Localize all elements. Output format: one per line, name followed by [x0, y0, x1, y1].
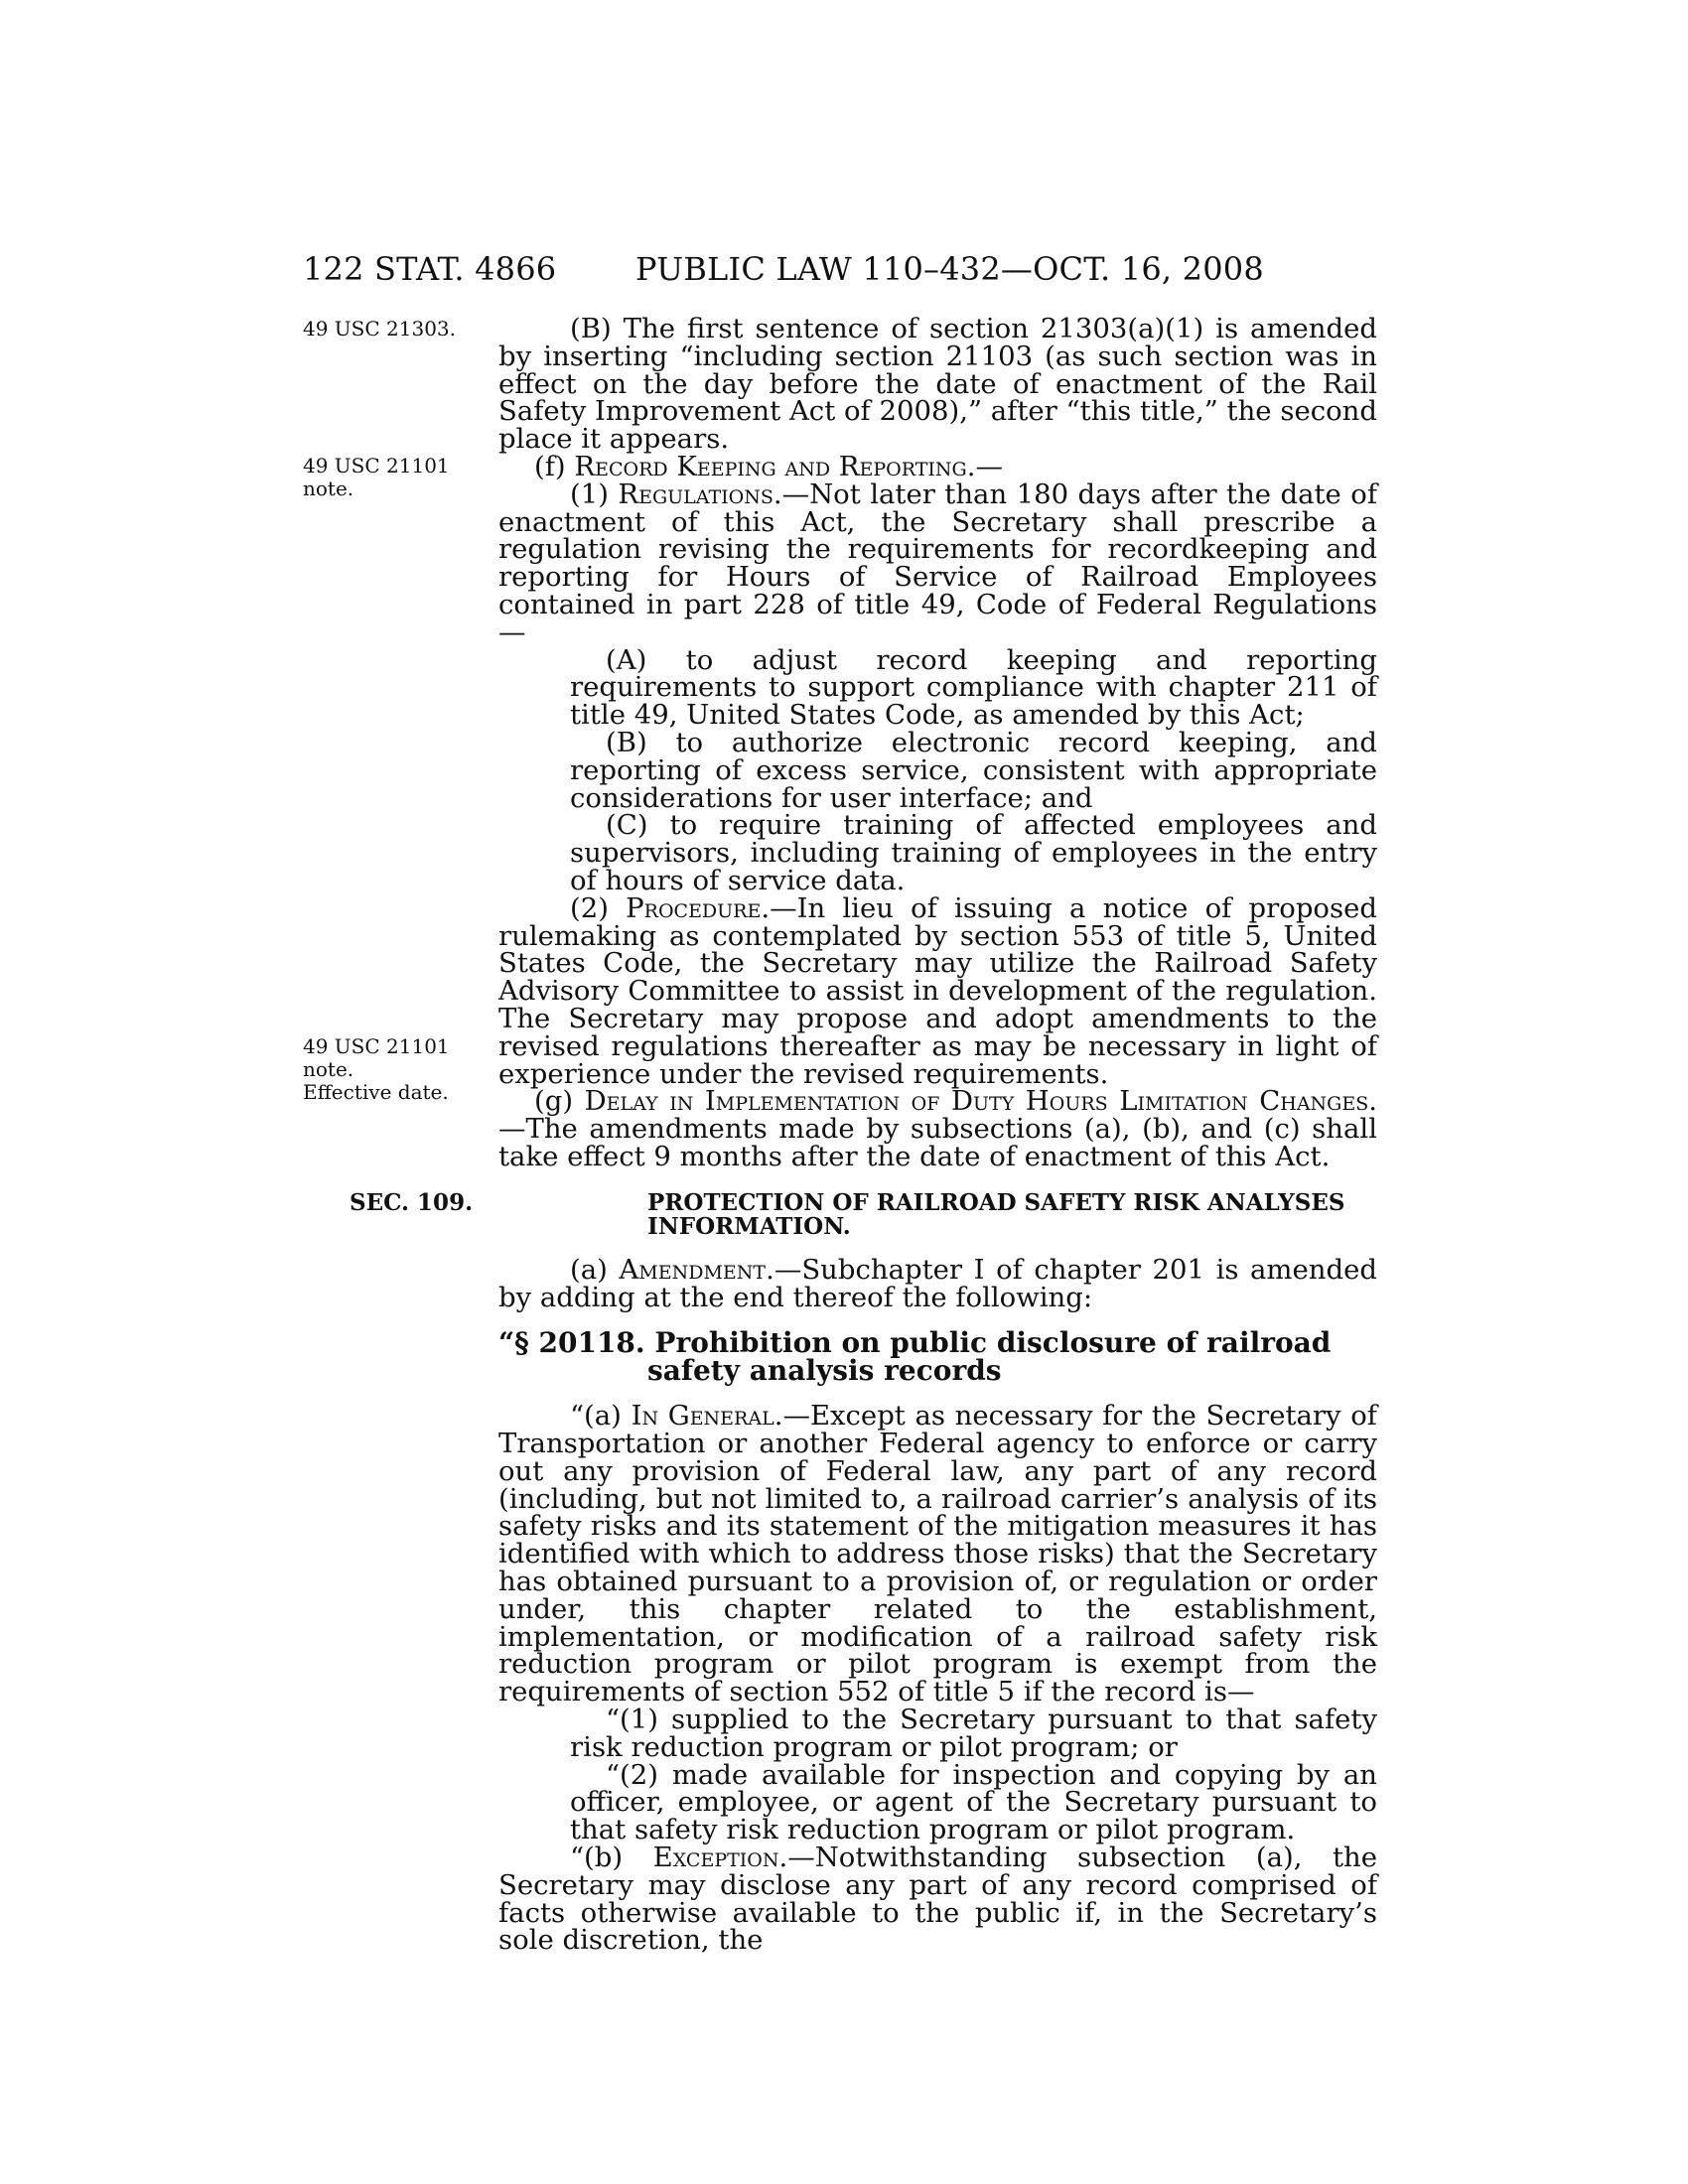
running-header: PUBLIC LAW 110–432—OCT. 16, 2008 — [635, 250, 1264, 288]
subsection-f-heading: (f) Record Keeping and Reporting.— — [534, 450, 1003, 482]
subsection-f-caps: Record Keeping and Reporting — [574, 450, 967, 482]
subsection-g: (g) Delay in Implementation of Duty Hours Limitation Changes.—The amendments made by subsections (a), (b), and (c) shall take effect 9 months after the date of enactment of this Act. — [498, 1085, 1377, 1172]
subsection-g-caps: Delay in Implementation of Duty Hours Limitation Changes — [584, 1085, 1369, 1118]
quoted-paragraph-1: “(1) supplied to the Secretary pursuant to that safety risk reduction program or pilot program; or — [570, 1704, 1377, 1763]
paragraph-f1: (1) Regulations.—Not later than 180 days after the date of enactment of this Act, the Secretary shall prescribe a regulation revising the requirements for recordkeeping and reporting for Hours of Service of Railroad Employees contained in part 228 of title 49, Code of Federal Regulations— — [498, 478, 1377, 648]
subsection-a-amendment: (a) Amendment.—Subchapter I of chapter 201 is amended by adding at the end thereof the following: — [498, 1253, 1377, 1313]
paragraph-f2-caps: Procedure — [626, 891, 762, 924]
quoted-subsection-a-caps: In General — [631, 1400, 774, 1433]
subparagraph-f1-b: (B) to authorize electronic record keeping, and reporting of excess service, consistent with appropriate considerations for user interface; and — [570, 726, 1377, 814]
quoted-paragraph-2: “(2) made available for inspection and copying by an officer, employee, or agent of the Secretary pursuant to that safety risk reduction program or pilot program. — [570, 1758, 1377, 1846]
section-109-heading: SEC. 109. PROTECTION OF RAILROAD SAFETY RISK ANALYSES INFORMATION. — [350, 1188, 1345, 1240]
section-20118-title: “§ 20118. Prohibition on public disclosure of railroad safety analysis records — [498, 1326, 1332, 1388]
quoted-subsection-b: “(b) Exception.—Notwithstanding subsection (a), the Secretary may disclose any part of any record comprised of facts otherwise available to the public if, in the Secretary’s sole discretion, the — [498, 1842, 1377, 1957]
margin-note-citation: 49 USC 21101 note. — [303, 454, 450, 500]
paragraph-b: (B) The first sentence of section 21303(a)(1) is amended by inserting “including section 21103 (as such section was in effect on the day before the date of enactment of the Rail Safety Improvement Act of 2008),” after “this title,” the second place it appears. — [498, 313, 1377, 456]
quoted-subsection-a: “(a) In General.—Except as necessary for the Secretary of Transportation or another Federal agency to enforce or carry out any provision of Federal law, any part of any record (including, but not limited to, a railroad carrier’s analysis of its safety risks and its statement of the mitigation measures it has identified with which to address those risks) that the Secretary has obtained pursuant to a provision of, or regulation or order under, this chapter related to the establishment, implementation, or modification of a railroad safety risk reduction program or pilot program is exempt from the requirements of section 552 of title 5 if the record is— — [498, 1400, 1377, 1708]
subparagraph-f1-c: (C) to require training of affected employees and supervisors, including training of employees in the entry of hours of service data. — [570, 809, 1377, 896]
paragraph-f1-caps: Regulations — [618, 478, 774, 510]
subsection-a-caps: Amendment — [619, 1253, 767, 1286]
quoted-subsection-b-caps: Exception — [652, 1842, 779, 1874]
subparagraph-f1-a: (A) to adjust record keeping and reporting requirements to support compliance with chapter 211 of title 49, United States Code, as amended by this Act; — [570, 643, 1377, 732]
paragraph-f2: (2) Procedure.—In lieu of issuing a notice of proposed rulemaking as contemplated by section 553 of title 5, United States Code, the Secretary may utilize the Railroad Safety Advisory Committee to assist in development of the regulation. The Secretary may propose and adopt amendments to the revised regulations thereafter as may be necessary in light of experience under the revised requirements. — [498, 891, 1377, 1090]
margin-note-citation: 49 USC 21101 note. Effective date. — [303, 1034, 450, 1104]
stat-page-number: 122 STAT. 4866 — [303, 250, 557, 288]
margin-note-citation: 49 USC 21303. — [303, 317, 457, 341]
